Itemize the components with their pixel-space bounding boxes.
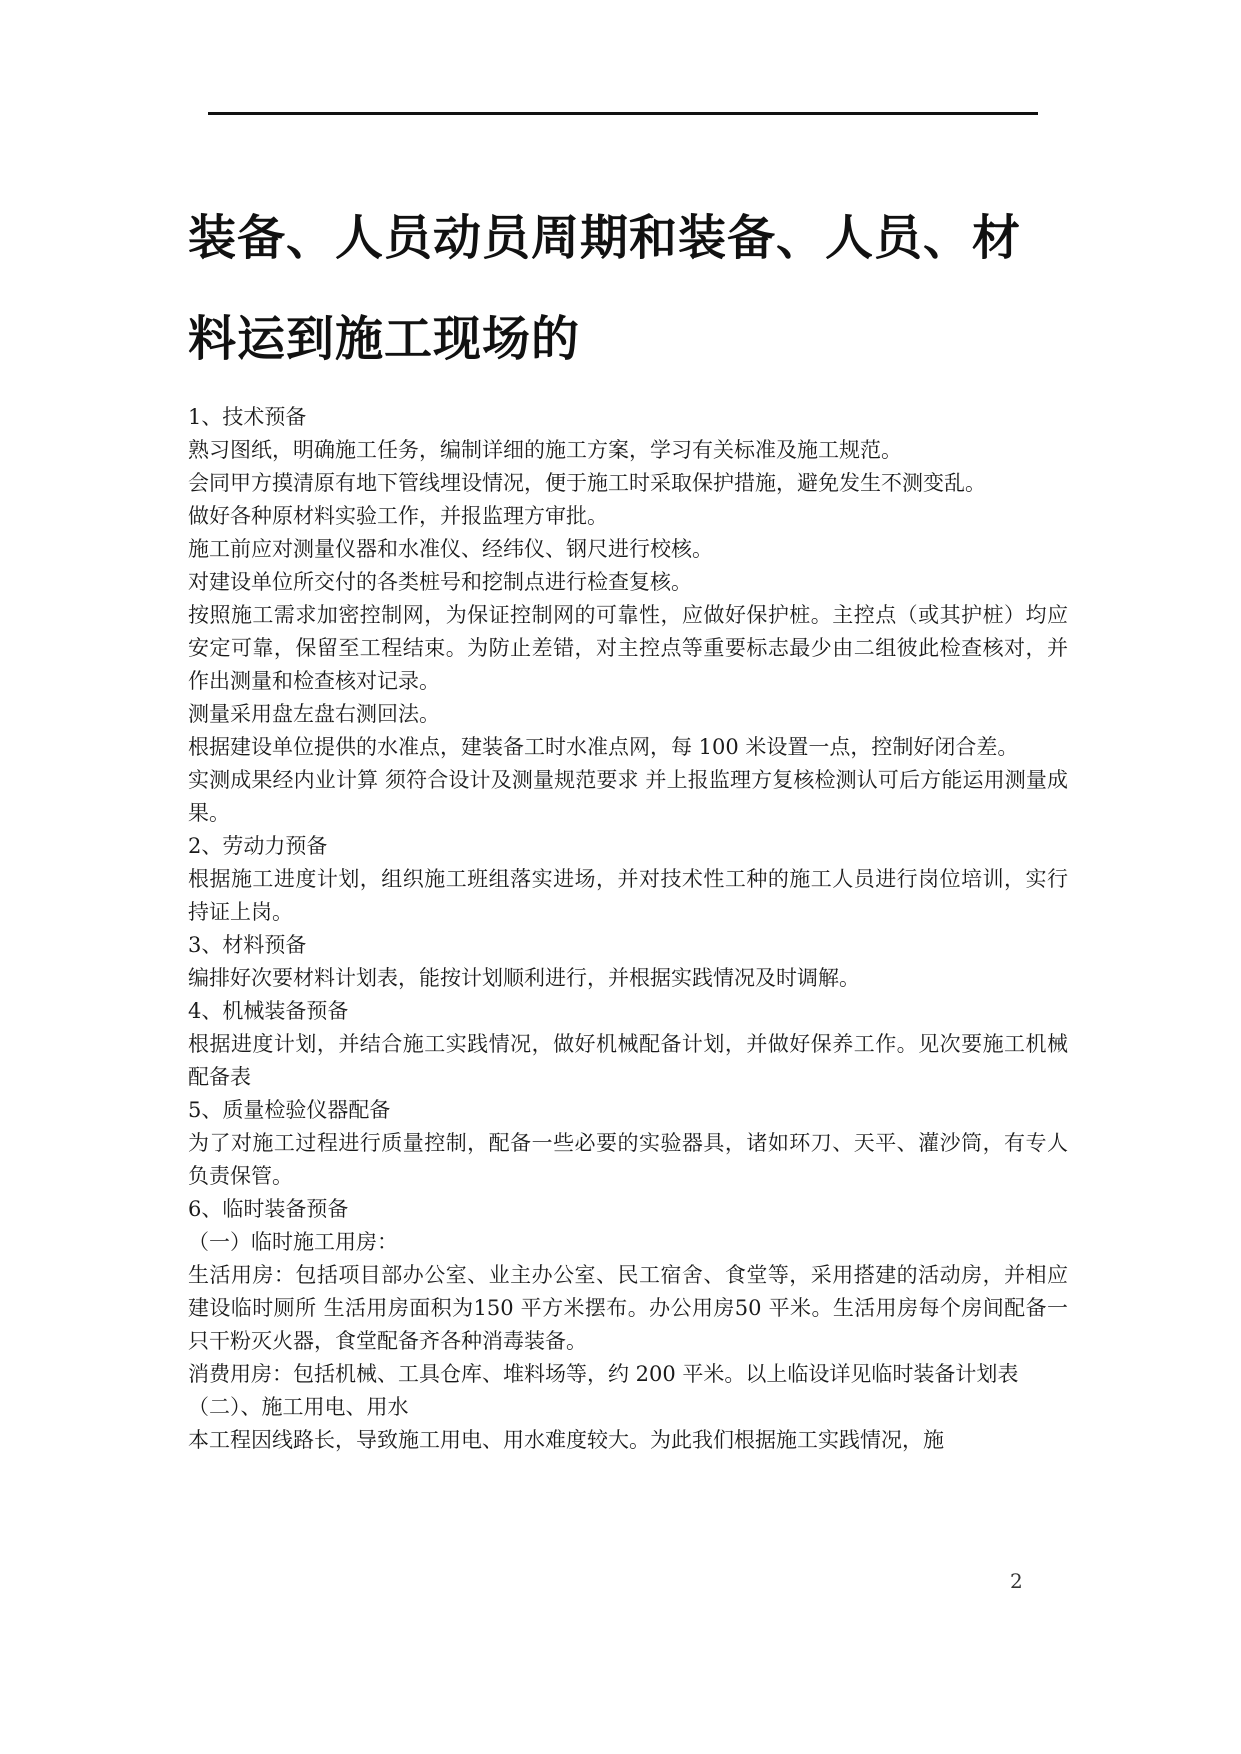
paragraph: 实测成果经内业计算 须符合设计及测量规范要求 并上报监理方复核检测认可后方能运用测量成果。 bbox=[188, 768, 1068, 825]
section-heading: （一）临时施工用房： bbox=[188, 1230, 398, 1254]
paragraph: 编排好次要材料计划表，能按计划顺利进行，并根据实践情况及时调解。 bbox=[188, 966, 860, 990]
paragraph: 消费用房：包括机械、工具仓库、堆料场等，约 200 平米。以上临设详见临时装备计划表 bbox=[188, 1362, 1019, 1386]
document-title bbox=[188, 188, 1068, 390]
header-rule bbox=[208, 112, 1038, 115]
section-heading: 5、质量检验仪器配备 bbox=[188, 1098, 391, 1122]
paragraph: 施工前应对测量仪器和水准仪、经纬仪、钢尺进行校核。 bbox=[188, 537, 713, 561]
paragraph: 按照施工需求加密控制网，为保证控制网的可靠性，应做好保护桩。主控点（或其护桩）均应安定可靠，保留至工程结束。为防止差错，对主控点等重要标志最少由二组彼此检查核对，并作出测量和检查核对记录。 bbox=[188, 603, 1068, 693]
document-body bbox=[188, 401, 1068, 1457]
paragraph: 熟习图纸，明确施工任务，编制详细的施工方案，学习有关标准及施工规范。 bbox=[188, 438, 902, 462]
section-heading: 6、临时装备预备 bbox=[188, 1197, 349, 1221]
paragraph: 对建设单位所交付的各类桩号和挖制点进行检查复核。 bbox=[188, 570, 692, 594]
section-heading: （二）、施工用电、用水 bbox=[188, 1395, 409, 1419]
section-heading: 4、机械装备预备 bbox=[188, 999, 349, 1023]
paragraph: 会同甲方摸清原有地下管线埋设情况，便于施工时采取保护措施，避免发生不测变乱。 bbox=[188, 471, 986, 495]
title-line: 装备、人员动员周期和装备、人员、材 bbox=[188, 210, 1022, 266]
page-number: 2 bbox=[1010, 1569, 1023, 1593]
section-heading: 2、劳动力预备 bbox=[188, 834, 328, 858]
paragraph: 测量采用盘左盘右测回法。 bbox=[188, 702, 440, 726]
paragraph: 生活用房：包括项目部办公室、业主办公室、民工宿舍、食堂等，采用搭建的活动房，并相应建设临时厕所 生活用房面积为150 平方米摆布。办公用房50 平米。生活用房每个房间配备一只干粉灭火器，食堂配备齐各种消毒装备。 bbox=[188, 1263, 1068, 1353]
paragraph: 本工程因线路长，导致施工用电、用水难度较大。为此我们根据施工实践情况，施 bbox=[188, 1428, 944, 1452]
title-line: 料运到施工现场的 bbox=[188, 311, 581, 367]
paragraph: 根据施工进度计划，组织施工班组落实进场，并对技术性工种的施工人员进行岗位培训，实行持证上岗。 bbox=[188, 867, 1068, 924]
section-heading: 1、技术预备 bbox=[188, 405, 307, 429]
paragraph: 根据进度计划，并结合施工实践情况，做好机械配备计划，并做好保养工作。见次要施工机械配备表 bbox=[188, 1032, 1068, 1089]
paragraph: 根据建设单位提供的水准点，建装备工时水准点网，每 100 米设置一点，控制好闭合差。 bbox=[188, 735, 1019, 759]
section-heading: 3、材料预备 bbox=[188, 933, 307, 957]
paragraph: 做好各种原材料实验工作，并报监理方审批。 bbox=[188, 504, 608, 528]
paragraph: 为了对施工过程进行质量控制，配备一些必要的实验器具，诸如环刀、天平、灌沙筒，有专人负责保管。 bbox=[188, 1131, 1068, 1188]
